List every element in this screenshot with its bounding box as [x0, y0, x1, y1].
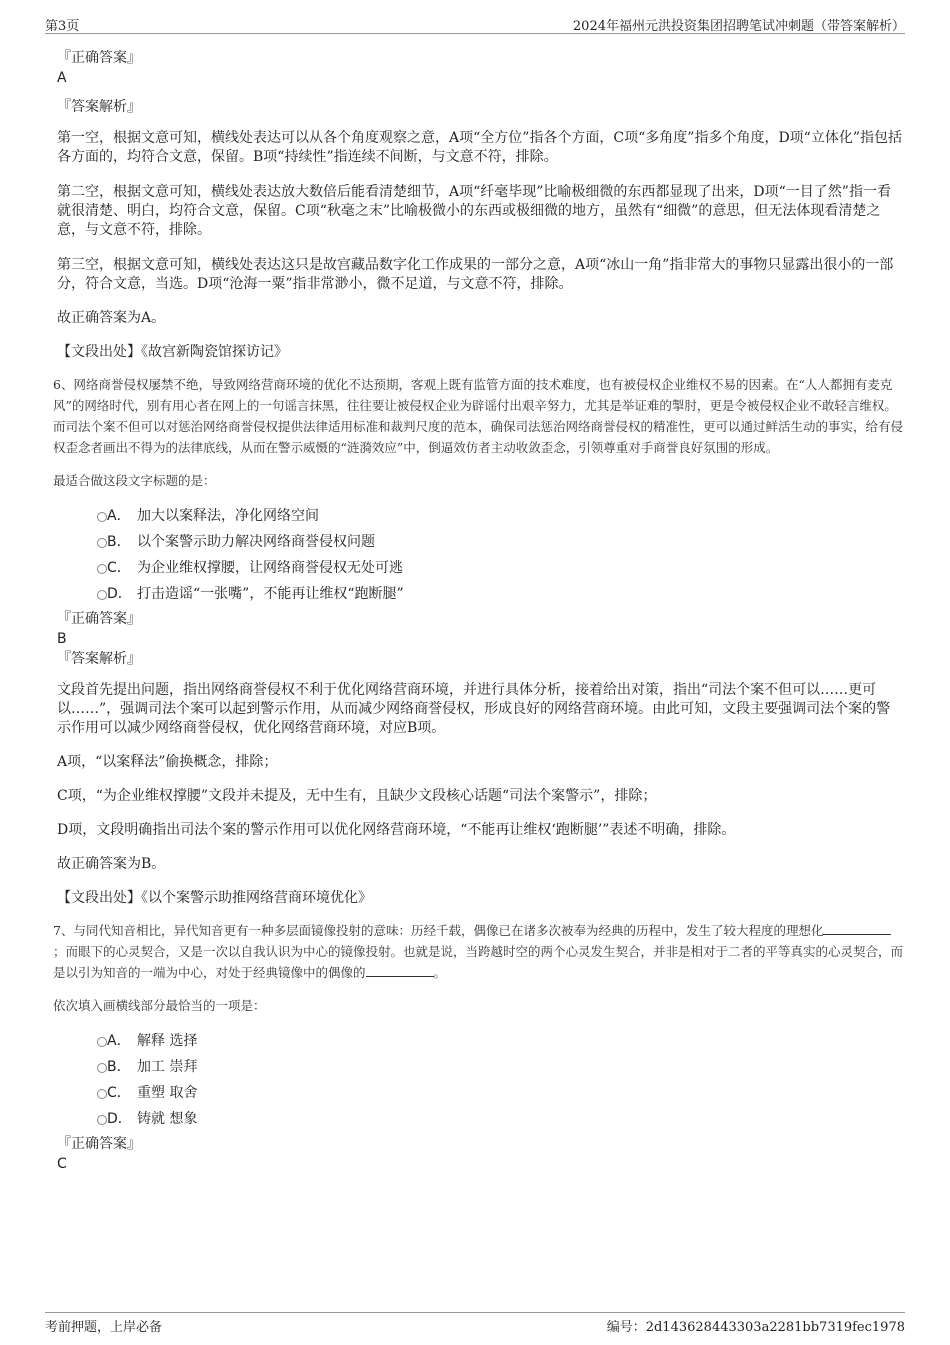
fill-blank — [366, 964, 434, 977]
q5-analysis-label: 『答案解析』 — [57, 99, 141, 115]
q6-answer-label: 『正确答案』 — [57, 611, 141, 627]
q7-option-d[interactable]: D． 铸就 想象 — [57, 1106, 903, 1132]
radio-button-icon[interactable] — [97, 590, 107, 600]
q7-options — [57, 1028, 903, 1132]
q5-conclusion: 故正确答案为A。 — [57, 310, 166, 326]
q6-analysis-paragraph: A项，“以案释法”偷换概念，排除； — [57, 754, 278, 770]
q6-options — [57, 503, 903, 607]
radio-button-icon[interactable] — [97, 1089, 107, 1099]
radio-button-icon[interactable] — [97, 1115, 107, 1125]
q5-analysis-paragraph: 第二空，根据文意可知，横线处表达放大数倍后能看清楚细节，A项“纤毫毕现”比喻极细微的东西都显现了出来，D项“一目了然”指一看就很清楚、明白，均符合文意，保留。C项“秋毫之末”比喻极微小的东西或极细微的地方，虽然有“细微”的意思，但无法体现看清楚之意，与文意不符，排除。 — [57, 184, 891, 238]
q7-answer-label: 『正确答案』 — [57, 1136, 141, 1152]
q6-option-d[interactable]: D． 打击造谣“一张嘴”，不能再让维权“跑断腿” — [57, 581, 903, 607]
q7-stem: 7、与同代知音相比，异代知音更有一种多层面镜像投射的意味：历经千载，偶像已在诸多次被奉为经典的历程中，发生了较大程度的理想化；而眼下的心灵契合，又是一次以自我认识为中心的镜像投射。也就是说，当跨越时空的两个心灵发生契合，并非是相对于二者的平等真实的心灵契合，而是以引为知音的一端为中心，对处于经典镜像中的偶像的 。 — [53, 923, 904, 980]
q6-analysis-paragraph: D项，文段明确指出司法个案的警示作用可以优化网络营商环境，“不能再让维权‘跑断腿’”表述不明确，排除。 — [57, 822, 736, 838]
page-footer — [45, 1312, 905, 1335]
document-title: 2024年福州元洪投资集团招聘笔试冲刺题（带答案解析） — [572, 19, 905, 34]
q6-prompt: 最适合做这段文字标题的是： — [53, 473, 216, 488]
q6-option-b[interactable]: B． 以个案警示助力解决网络商誉侵权问题 — [57, 529, 903, 555]
q7-option-a[interactable]: A． 解释 选择 — [57, 1028, 903, 1054]
page-header — [45, 13, 905, 34]
q6-source: 【文段出处】《以个案警示助推网络营商环境优化》 — [57, 890, 372, 906]
q6-option-a[interactable]: A． 加大以案释法，净化网络空间 — [57, 503, 903, 529]
q5-analysis-paragraph: 第一空，根据文意可知，横线处表达可以从各个角度观察之意，A项“全方位”指各个方面，C项“多角度”指多个角度，D项“立体化”指包括各方面的，均符合文意，保留。B项“持续性”指连续不间断，与文意不符，排除。 — [57, 130, 902, 165]
q7-option-b[interactable]: B． 加工 崇拜 — [57, 1054, 903, 1080]
q6-stem: 6、网络商誉侵权屡禁不绝，导致网络营商环境的优化不达预期，客观上既有监管方面的技术难度，也有被侵权企业维权不易的因素。在“人人都拥有麦克风”的网络时代，别有用心者在网上的一句谣言抹黑，往往要让被侵权企业为辟谣付出艰辛努力，尤其是举证难的掣肘，更是令被侵权企业不敢轻言维权。而司法个案不但可以对惩治网络商誉侵权提供法律适用标准和裁判尺度的范本，确保司法惩治网络商誉侵权的精准性，更可以通过鲜活生动的事实，给有侵权歪念者画出不得为的法律底线，从而在警示威慑的“涟漪效应”中，倒逼效仿者主动收敛歪念，引领尊重对手商誉良好氛围的形成。 — [53, 377, 904, 455]
q5-source: 【文段出处】《故宫新陶瓷馆探访记》 — [57, 344, 288, 360]
document-body — [53, 48, 904, 1174]
radio-button-icon[interactable] — [97, 1063, 107, 1073]
q5-answer-label: 『正确答案』 — [57, 50, 141, 66]
q6-analysis-paragraph: C项，“为企业维权撑腰”文段并未提及，无中生有，且缺少文段核心话题“司法个案警示”，排除； — [57, 788, 657, 804]
q7-answer: C — [57, 1156, 67, 1172]
q5-analysis-paragraph: 第三空，根据文意可知，横线处表达这只是故宫藏品数字化工作成果的一部分之意，A项“冰山一角”指非常大的事物只显露出很小的一部分，符合文意，当选。D项“沧海一粟”指非常渺小，微不足道，与文意不符，排除。 — [57, 257, 894, 292]
q6-analysis-paragraph: 文段首先提出问题，指出网络商誉侵权不利于优化网络营商环境，并进行具体分析，接着给出对策，指出“司法个案不但可以……更可以……”，强调司法个案可以起到警示作用，从而减少网络商誉侵权，形成良好的网络营商环境。由此可知，文段主要强调司法个案的警示作用可以减少网络商誉侵权，优化网络营商环境，对应B项。 — [57, 682, 891, 736]
radio-button-icon[interactable] — [97, 512, 107, 522]
q7-option-c[interactable]: C． 重塑 取舍 — [57, 1080, 903, 1106]
fill-blank — [823, 922, 891, 935]
q6-answer: B — [57, 631, 67, 647]
radio-button-icon[interactable] — [97, 538, 107, 548]
q5-answer: A — [57, 70, 67, 86]
q6-conclusion: 故正确答案为B。 — [57, 856, 166, 872]
radio-button-icon[interactable] — [97, 1037, 107, 1047]
document-code: 编号：2d143628443303a2281bb7319fec1978 — [606, 1320, 905, 1335]
footer-slogan: 考前押题，上岸必备 — [45, 1320, 163, 1335]
q7-prompt: 依次填入画横线部分最恰当的一项是： — [53, 998, 266, 1013]
q6-analysis-label: 『答案解析』 — [57, 651, 141, 667]
q6-option-c[interactable]: C． 为企业维权撑腰，让网络商誉侵权无处可逃 — [57, 555, 903, 581]
radio-button-icon[interactable] — [97, 564, 107, 574]
page-number: 第3页 — [45, 19, 80, 34]
